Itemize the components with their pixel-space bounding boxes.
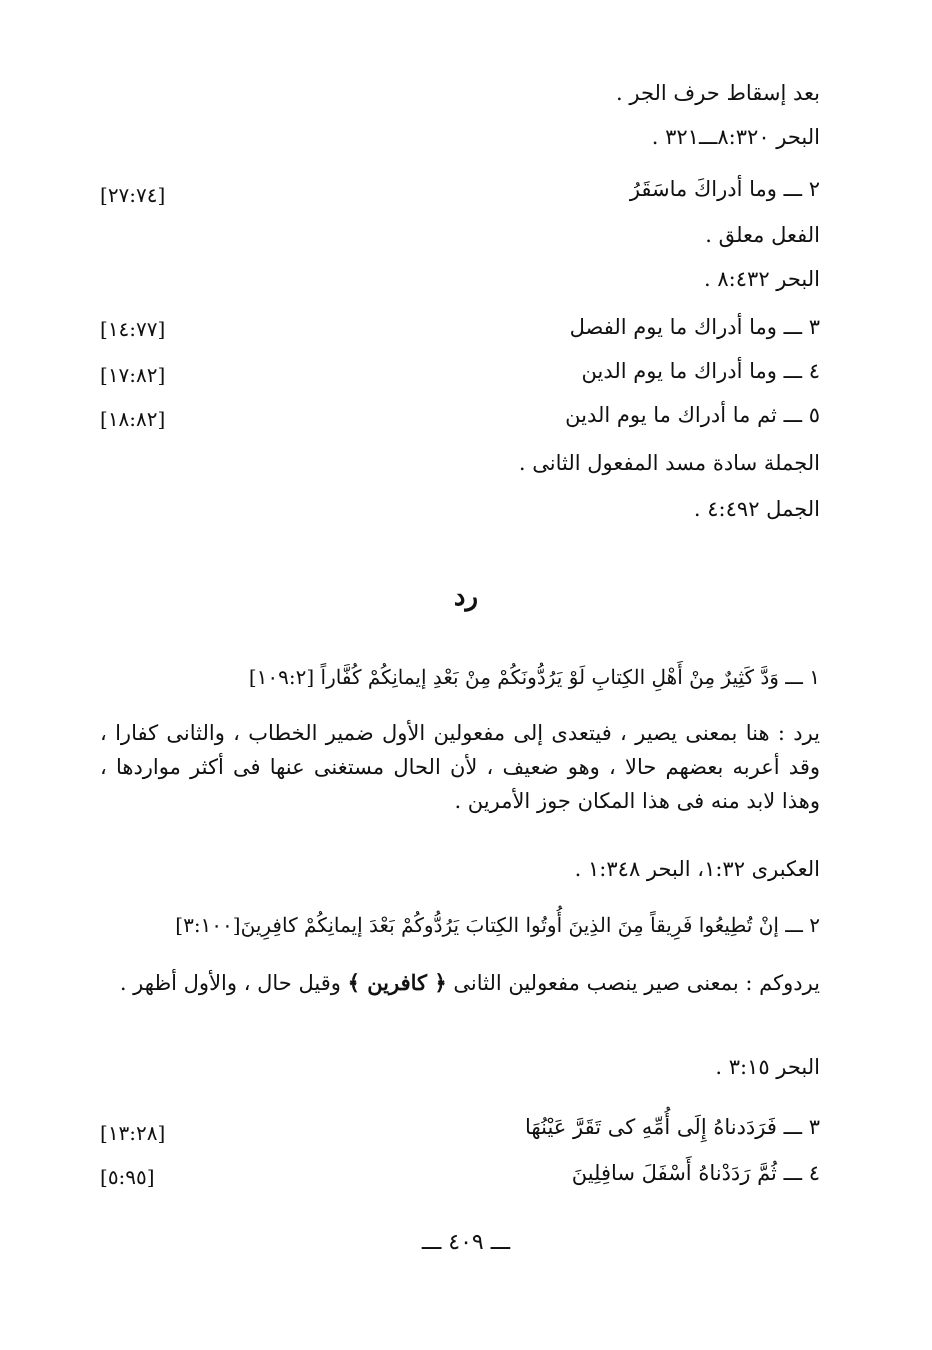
text-line: الفعل معلق . (705, 223, 820, 247)
verse-line: ٢ ـــ إنْ تُطِيعُوا فَرِيقاً مِنَ الذِينَ أُوتُوا الكِتابَ يَرُدُّوكُمْ بَعْدَ إيمانِكُمْ كافِرِينَ[٣:١٠٠] (175, 913, 820, 937)
section-heading: رد (453, 582, 479, 612)
commentary-text: يردوكم : بمعنى صير ينصب مفعولين الثانى (453, 971, 820, 995)
commentary-text: وقيل حال ، والأول أظهر . (119, 971, 341, 995)
commentary-paragraph: يرد : هنا بمعنى يصير ، فيتعدى إلى مفعولين الأول ضمير الخطاب ، والثانى كفارا ، وقد أعربه بعضهم حالا ، وهو ضعيف ، لأن الحال مستغنى عنها فى أكثر مواردها ، وهذا لابد منه فى هذا المكان جوز الأمرين . (100, 721, 820, 813)
verse-line: ٤ ـــ وما أدراك ما يوم الدين (581, 359, 820, 383)
source-citation: البحر ٨:٤٣٢ . (704, 267, 820, 291)
text-line: الجملة سادة مسد المفعول الثانى . (518, 451, 820, 475)
verse-line: ٢ ـــ وما أدراكَ ماسَقَرُ (629, 177, 820, 201)
verse-reference: [١٧:٨٢] (100, 363, 166, 387)
source-citation: الجمل ٤:٤٩٢ . (693, 497, 820, 521)
verse-line: ١ ـــ وَدَّ كَثِيرٌ مِنْ أَهْلِ الكِتابِ لَوْ يَرُدُّونَكُمْ مِنْ بَعْدِ إيمانِكُمْ كُفَّاراً [١٠٩:٢] (248, 665, 820, 689)
verse-reference: [١٣:٢٨] (100, 1121, 166, 1145)
verse-line: ٥ ـــ ثم ما أدراك ما يوم الدين (565, 403, 820, 427)
page-number: ـــ ٤٠٩ ـــ (421, 1230, 511, 1255)
verse-line: ٣ ـــ فَرَدَدناهُ إِلَى أُمِّهِ كى تَقَرَّ عَيْنُهَا (525, 1115, 820, 1139)
verse-line: ٤ ـــ ثُمَّ رَدَدْناهُ أَسْفَلَ سافِلِينَ (571, 1161, 820, 1185)
source-citation: البحر ٣:١٥ . (715, 1055, 820, 1079)
text-line: بعد إسقاط حرف الجر . (616, 81, 820, 105)
verse-reference: [١٨:٨٢] (100, 407, 166, 431)
verse-reference: [١٤:٧٧] (100, 317, 166, 341)
verse-reference: [٢٧:٧٤] (100, 183, 166, 207)
verse-reference: [٥:٩٥] (100, 1165, 155, 1189)
commentary-paragraph (100, 966, 820, 1038)
source-citation: العكبرى ١:٣٢، البحر ١:٣٤٨ . (574, 857, 820, 881)
source-citation: البحر ٨:٣٢٠ـــ٣٢١ . (651, 125, 820, 149)
verse-line: ٣ ـــ وما أدراك ما يوم الفصل (569, 315, 820, 339)
highlighted-term: ﴿ كافرين ﴾ (347, 970, 447, 995)
